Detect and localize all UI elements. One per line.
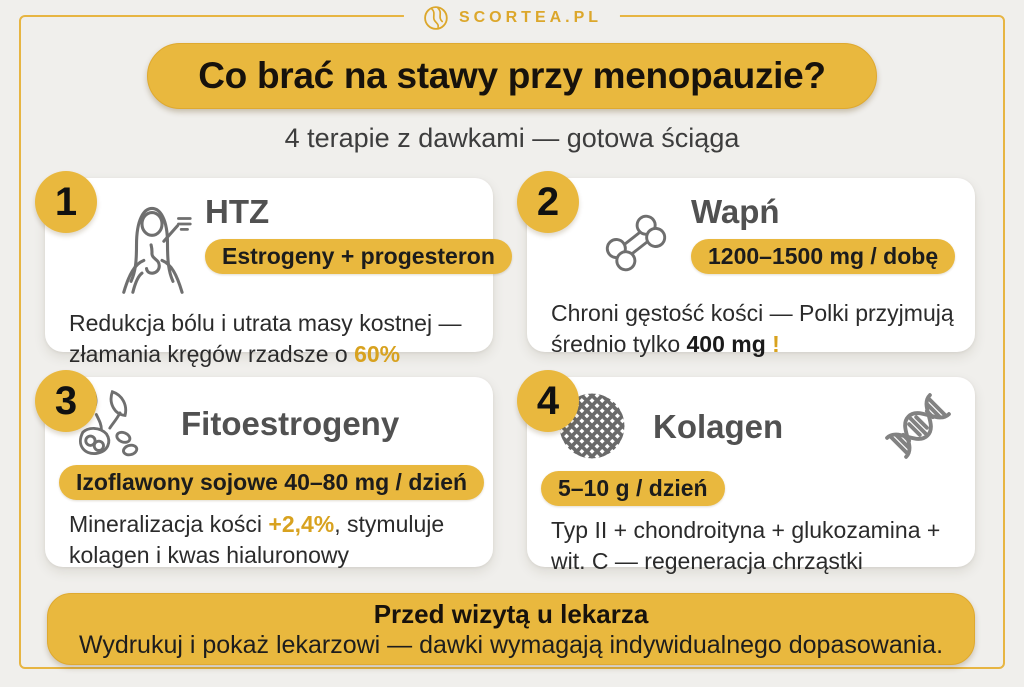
card-number-badge: 2 bbox=[517, 171, 579, 233]
footer-title: Przed wizytą u lekarza bbox=[373, 599, 649, 629]
card-body-text bbox=[527, 515, 975, 576]
bone-icon bbox=[593, 200, 679, 286]
brand-name: SCORTEA.PL bbox=[458, 9, 603, 26]
card-body-text bbox=[45, 509, 493, 570]
dose-badge: 5–10 g / dzień bbox=[541, 471, 725, 506]
card-kolagen bbox=[527, 377, 975, 574]
body-accent-text: ! bbox=[765, 330, 780, 357]
footer-text: Wydrukuj i pokaż lekarzowi — dawki wymagają indywidualnego dopasowania. bbox=[78, 631, 944, 659]
card-header bbox=[45, 377, 493, 457]
body-text: Mineralizacja kości bbox=[69, 511, 269, 537]
card-body-text bbox=[45, 308, 493, 369]
card-title: Wapń bbox=[691, 193, 780, 230]
dna-icon bbox=[881, 390, 955, 462]
dose-badge: 1200–1500 mg / dobę bbox=[691, 239, 955, 274]
footer-banner bbox=[47, 593, 975, 665]
body-accent-text: +2,4% bbox=[268, 511, 335, 537]
card-number-badge: 4 bbox=[517, 370, 579, 432]
card-fitoestrogeny bbox=[45, 377, 493, 567]
badge-row bbox=[45, 457, 493, 500]
card-wapn bbox=[527, 178, 975, 357]
dose-badge: Estrogeny + progesteron bbox=[205, 239, 512, 274]
card-number-badge: 3 bbox=[35, 370, 97, 432]
title-banner bbox=[147, 43, 877, 109]
card-header bbox=[527, 178, 975, 286]
woman-figure-icon bbox=[111, 192, 193, 296]
scortea-seed-icon bbox=[422, 4, 450, 32]
card-title: Fitoestrogeny bbox=[181, 404, 400, 442]
card-htz bbox=[45, 178, 495, 367]
dose-badge: Izoflawony sojowe 40–80 mg / dzień bbox=[59, 465, 484, 500]
card-title: Kolagen bbox=[653, 407, 784, 445]
body-text: Redukcja bólu i utrata masy kostnej — złamania kręgów rzadsze o bbox=[69, 310, 462, 367]
body-strong-text: 400 mg bbox=[686, 330, 766, 357]
brand-header bbox=[404, 3, 620, 33]
card-header bbox=[527, 377, 975, 463]
card-title: HTZ bbox=[205, 193, 270, 230]
card-number-badge: 1 bbox=[35, 171, 97, 233]
badge-row bbox=[527, 463, 975, 506]
body-text: Chroni gęstość kości — Polki przyjmują średnio tylko bbox=[551, 300, 954, 357]
page-subtitle: 4 terapie z dawkami — gotowa ściąga bbox=[284, 123, 740, 153]
body-accent-text: 60% bbox=[354, 340, 401, 367]
card-header bbox=[45, 178, 493, 296]
body-text: , stymuluje kolagen i kwas hialuronowy bbox=[69, 511, 445, 568]
body-text: Typ II + chondroityna + glukozamina + wit. C — regeneracja chrząstki bbox=[551, 517, 941, 574]
card-body-text bbox=[527, 298, 975, 359]
page-title: Co brać na stawy przy menopauzie? bbox=[198, 55, 826, 96]
